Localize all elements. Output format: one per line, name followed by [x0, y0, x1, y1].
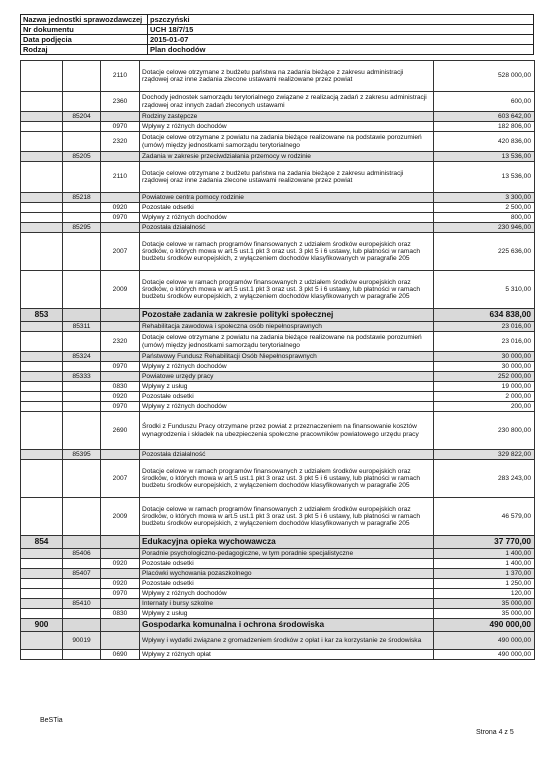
paragraph-code: [101, 632, 140, 650]
chapter-row: [21, 619, 535, 632]
chapter-row: [21, 309, 535, 322]
header-row: [21, 45, 534, 55]
header-label: Data podjęcia: [21, 35, 148, 45]
item-amount: 5 310,00: [434, 271, 535, 309]
section-row: [21, 599, 535, 609]
paragraph-row: [21, 402, 535, 412]
chapter-row: [21, 536, 535, 549]
paragraph-code: 0970: [101, 589, 140, 599]
section-code: [63, 412, 101, 450]
section-code: [63, 203, 101, 213]
item-amount: 1 370,00: [434, 569, 535, 579]
item-amount: 3 300,00: [434, 193, 535, 203]
header-row: [21, 35, 534, 45]
section-row: [21, 152, 535, 162]
paragraph-code: 2320: [101, 332, 140, 352]
paragraph-code: [101, 223, 140, 233]
paragraph-code: 2009: [101, 271, 140, 309]
chapter-code: [21, 61, 63, 92]
paragraph-row: [21, 233, 535, 271]
chapter-code: 853: [21, 309, 63, 322]
item-description: Dotacje celowe otrzymane z powiatu na zadania bieżące realizowane na podstawie porozumień (umów) między jednostkami samorządu terytorialnego: [140, 132, 434, 152]
paragraph-code: [101, 193, 140, 203]
item-description: Internaty i bursy szkolne: [140, 599, 434, 609]
chapter-code: [21, 132, 63, 152]
item-description: Powiatowe centra pomocy rodzinie: [140, 193, 434, 203]
item-description: Pozostałe odsetki: [140, 579, 434, 589]
item-amount: 23 016,00: [434, 332, 535, 352]
item-description: Dotacje celowe w ramach programów finansowanych z udziałem środków europejskich oraz środków, o których mowa w art.5 ust.1 pkt 3 oraz ust. 3 pkt 5 i 6 ustawy, lub płatności w ramach budżetu środków europejskich, z wyłączeniem dochodów klasyfikowanych w paragrafie 205: [140, 460, 434, 498]
paragraph-code: 2009: [101, 498, 140, 536]
revenue-plan-table: [20, 60, 535, 660]
footer-software-label: BeSTia: [40, 717, 63, 724]
section-code: 85333: [63, 372, 101, 382]
item-description: Wpływy z różnych dochodów: [140, 122, 434, 132]
section-code: 90019: [63, 632, 101, 650]
paragraph-row: [21, 392, 535, 402]
header-row: [21, 25, 534, 35]
chapter-code: [21, 112, 63, 122]
paragraph-row: [21, 213, 535, 223]
chapter-code: [21, 549, 63, 559]
section-code: [63, 460, 101, 498]
item-amount: 30 000,00: [434, 362, 535, 372]
paragraph-code: 2110: [101, 162, 140, 193]
item-amount: 35 000,00: [434, 599, 535, 609]
paragraph-code: 0970: [101, 213, 140, 223]
chapter-code: [21, 559, 63, 569]
paragraph-code: 0970: [101, 122, 140, 132]
item-amount: 120,00: [434, 589, 535, 599]
section-row: [21, 352, 535, 362]
header-row: [21, 15, 534, 25]
item-amount: 490 000,00: [434, 650, 535, 660]
section-code: [63, 92, 101, 112]
section-code: [63, 589, 101, 599]
item-amount: 252 000,00: [434, 372, 535, 382]
header-label: Rodzaj: [21, 45, 148, 55]
section-code: [63, 309, 101, 322]
item-amount: 46 579,00: [434, 498, 535, 536]
paragraph-code: [101, 536, 140, 549]
section-code: [63, 122, 101, 132]
chapter-code: [21, 402, 63, 412]
item-description: Wpływy i wydatki związane z gromadzeniem środków z opłat i kar za korzystanie ze środowiska: [140, 632, 434, 650]
item-amount: 634 838,00: [434, 309, 535, 322]
item-description: Pozostała działalność: [140, 223, 434, 233]
paragraph-row: [21, 61, 535, 92]
chapter-code: [21, 223, 63, 233]
chapter-code: [21, 450, 63, 460]
paragraph-code: [101, 309, 140, 322]
paragraph-code: 2320: [101, 132, 140, 152]
paragraph-code: 0970: [101, 362, 140, 372]
item-description: Rehabilitacja zawodowa i społeczna osób niepełnosprawnych: [140, 322, 434, 332]
paragraph-code: [101, 112, 140, 122]
section-code: 85218: [63, 193, 101, 203]
item-amount: 420 836,00: [434, 132, 535, 152]
header-value: pszczyński: [148, 15, 534, 25]
chapter-code: [21, 589, 63, 599]
chapter-code: [21, 372, 63, 382]
chapter-code: [21, 271, 63, 309]
item-description: Wpływy z różnych dochodów: [140, 362, 434, 372]
section-code: 85395: [63, 450, 101, 460]
section-code: [63, 132, 101, 152]
item-amount: 182 806,00: [434, 122, 535, 132]
chapter-code: [21, 152, 63, 162]
item-amount: 2 000,00: [434, 392, 535, 402]
item-amount: 30 000,00: [434, 352, 535, 362]
chapter-code: 900: [21, 619, 63, 632]
item-description: Wpływy z różnych dochodów: [140, 402, 434, 412]
section-code: [63, 362, 101, 372]
paragraph-row: [21, 609, 535, 619]
item-description: Edukacyjna opieka wychowawcza: [140, 536, 434, 549]
item-description: Dotacje celowe otrzymane z powiatu na zadania bieżące realizowane na podstawie porozumień (umów) między jednostkami samorządu terytorialnego: [140, 332, 434, 352]
section-code: [63, 392, 101, 402]
item-description: Pozostałe odsetki: [140, 559, 434, 569]
paragraph-row: [21, 362, 535, 372]
header-label: Nr dokumentu: [21, 25, 148, 35]
section-code: [63, 536, 101, 549]
item-description: Wpływy z różnych dochodów: [140, 589, 434, 599]
chapter-code: [21, 362, 63, 372]
section-row: [21, 549, 535, 559]
section-row: [21, 223, 535, 233]
paragraph-code: 0830: [101, 609, 140, 619]
paragraph-code: [101, 599, 140, 609]
item-amount: 490 000,00: [434, 619, 535, 632]
section-code: [63, 650, 101, 660]
item-description: Rodziny zastępcze: [140, 112, 434, 122]
section-row: [21, 372, 535, 382]
paragraph-row: [21, 332, 535, 352]
section-code: [63, 332, 101, 352]
item-amount: 13 536,00: [434, 162, 535, 193]
paragraph-code: [101, 569, 140, 579]
chapter-code: [21, 233, 63, 271]
item-amount: 230 946,00: [434, 223, 535, 233]
item-description: Zadania w zakresie przeciwdziałania przemocy w rodzinie: [140, 152, 434, 162]
item-description: Dotacje celowe otrzymane z budżetu państwa na zadania bieżące z zakresu administracji rządowej oraz inne zadania zlecone ustawami realizowane przez powiat: [140, 61, 434, 92]
header-table: [20, 14, 534, 55]
paragraph-code: 2360: [101, 92, 140, 112]
paragraph-row: [21, 412, 535, 450]
item-amount: 283 243,00: [434, 460, 535, 498]
section-row: [21, 193, 535, 203]
item-amount: 23 016,00: [434, 322, 535, 332]
item-amount: 200,00: [434, 402, 535, 412]
item-description: Państwowy Fundusz Rehabilitacji Osób Niepełnosprawnych: [140, 352, 434, 362]
item-description: Wpływy z usług: [140, 382, 434, 392]
paragraph-row: [21, 203, 535, 213]
item-description: Wpływy z różnych dochodów: [140, 213, 434, 223]
section-code: [63, 382, 101, 392]
paragraph-code: [101, 372, 140, 382]
paragraph-row: [21, 271, 535, 309]
item-amount: 2 500,00: [434, 203, 535, 213]
item-amount: 1 400,00: [434, 559, 535, 569]
chapter-code: [21, 92, 63, 112]
chapter-code: [21, 412, 63, 450]
paragraph-code: 2007: [101, 460, 140, 498]
paragraph-code: 0830: [101, 382, 140, 392]
section-code: 85205: [63, 152, 101, 162]
item-description: Dotacje celowe otrzymane z budżetu państwa na zadania bieżące z zakresu administracji rządowej oraz inne zadania zlecone ustawami realizowane przez powiat: [140, 162, 434, 193]
item-amount: 37 770,00: [434, 536, 535, 549]
item-description: Dochody jednostek samorządu terytorialnego związane z realizacją zadań z zakresu administracji rządowej oraz innych zadań zleconych ustawami: [140, 92, 434, 112]
item-description: Środki z Funduszu Pracy otrzymane przez powiat z przeznaczeniem na finansowanie kosztów wynagrodzenia i składek na ubezpieczenia społeczne pracowników powiatowego urzędu pracy: [140, 412, 434, 450]
item-amount: 490 000,00: [434, 632, 535, 650]
item-amount: 1 250,00: [434, 579, 535, 589]
section-row: [21, 112, 535, 122]
chapter-code: [21, 213, 63, 223]
section-code: 85311: [63, 322, 101, 332]
chapter-code: [21, 632, 63, 650]
section-code: [63, 559, 101, 569]
chapter-code: [21, 650, 63, 660]
paragraph-code: 2007: [101, 233, 140, 271]
item-amount: 1 400,00: [434, 549, 535, 559]
header-value: 2015-01-07: [148, 35, 534, 45]
section-row: [21, 569, 535, 579]
section-row: [21, 450, 535, 460]
chapter-code: [21, 498, 63, 536]
paragraph-code: 0920: [101, 559, 140, 569]
item-description: Gospodarka komunalna i ochrona środowiska: [140, 619, 434, 632]
paragraph-row: [21, 132, 535, 152]
chapter-code: [21, 322, 63, 332]
paragraph-code: [101, 619, 140, 632]
item-description: Pozostałe zadania w zakresie polityki społecznej: [140, 309, 434, 322]
paragraph-code: 0920: [101, 392, 140, 402]
paragraph-code: 0690: [101, 650, 140, 660]
item-amount: 600,00: [434, 92, 535, 112]
section-code: [63, 213, 101, 223]
chapter-code: [21, 460, 63, 498]
section-code: [63, 402, 101, 412]
paragraph-row: [21, 92, 535, 112]
paragraph-row: [21, 589, 535, 599]
chapter-code: [21, 332, 63, 352]
section-code: [63, 609, 101, 619]
item-description: Powiatowe urzędy pracy: [140, 372, 434, 382]
paragraph-row: [21, 498, 535, 536]
chapter-code: [21, 203, 63, 213]
item-description: Placówki wychowania pozaszkolnego: [140, 569, 434, 579]
header-value: Plan dochodów: [148, 45, 534, 55]
footer-page-number: Strona 4 z 5: [476, 729, 514, 736]
chapter-code: [21, 352, 63, 362]
paragraph-code: [101, 152, 140, 162]
item-amount: 13 536,00: [434, 152, 535, 162]
item-amount: 19 000,00: [434, 382, 535, 392]
item-description: Pozostała działalność: [140, 450, 434, 460]
item-amount: 800,00: [434, 213, 535, 223]
paragraph-code: 0920: [101, 579, 140, 589]
paragraph-row: [21, 579, 535, 589]
section-code: [63, 498, 101, 536]
item-amount: 603 642,00: [434, 112, 535, 122]
item-amount: 329 822,00: [434, 450, 535, 460]
section-row: [21, 632, 535, 650]
item-description: Pozostałe odsetki: [140, 392, 434, 402]
paragraph-row: [21, 559, 535, 569]
item-description: Wpływy z usług: [140, 609, 434, 619]
chapter-code: [21, 579, 63, 589]
chapter-code: [21, 609, 63, 619]
section-code: [63, 233, 101, 271]
section-code: [63, 61, 101, 92]
paragraph-code: [101, 450, 140, 460]
section-code: 85295: [63, 223, 101, 233]
chapter-code: [21, 162, 63, 193]
item-amount: 35 000,00: [434, 609, 535, 619]
paragraph-row: [21, 122, 535, 132]
item-amount: 230 800,00: [434, 412, 535, 450]
section-code: [63, 271, 101, 309]
paragraph-row: [21, 382, 535, 392]
chapter-code: [21, 569, 63, 579]
item-description: Dotacje celowe w ramach programów finansowanych z udziałem środków europejskich oraz środków, o których mowa w art.5 ust.1 pkt 3 oraz ust. 3 pkt 5 i 6 ustawy, lub płatności w ramach budżetu środków europejskich, z wyłączeniem dochodów klasyfikowanych w paragrafie 205: [140, 271, 434, 309]
paragraph-code: [101, 322, 140, 332]
item-amount: 225 636,00: [434, 233, 535, 271]
chapter-code: [21, 193, 63, 203]
chapter-code: [21, 122, 63, 132]
section-code: 85204: [63, 112, 101, 122]
section-code: [63, 619, 101, 632]
section-code: [63, 579, 101, 589]
item-description: Dotacje celowe w ramach programów finansowanych z udziałem środków europejskich oraz środków, o których mowa w art.5 ust.1 pkt 3 oraz ust. 3 pkt 5 i 6 ustawy, lub płatności w ramach budżetu środków europejskich, z wyłączeniem dochodów klasyfikowanych w paragrafie 205: [140, 233, 434, 271]
chapter-code: [21, 382, 63, 392]
section-code: 85410: [63, 599, 101, 609]
section-code: 85406: [63, 549, 101, 559]
paragraph-code: 2690: [101, 412, 140, 450]
section-code: 85407: [63, 569, 101, 579]
item-amount: 528 000,00: [434, 61, 535, 92]
section-code: 85324: [63, 352, 101, 362]
section-code: [63, 162, 101, 193]
paragraph-code: 0920: [101, 203, 140, 213]
paragraph-code: 0970: [101, 402, 140, 412]
item-description: Wpływy z różnych opłat: [140, 650, 434, 660]
chapter-code: [21, 392, 63, 402]
paragraph-row: [21, 162, 535, 193]
header-value: UCH 18/7/15: [148, 25, 534, 35]
chapter-code: 854: [21, 536, 63, 549]
item-description: Poradnie psychologiczno-pedagogiczne, w tym poradnie specjalistyczne: [140, 549, 434, 559]
item-description: Pozostałe odsetki: [140, 203, 434, 213]
paragraph-row: [21, 650, 535, 660]
header-label: Nazwa jednostki sprawozdawczej: [21, 15, 148, 25]
section-row: [21, 322, 535, 332]
paragraph-row: [21, 460, 535, 498]
paragraph-code: [101, 352, 140, 362]
item-description: Dotacje celowe w ramach programów finansowanych z udziałem środków europejskich oraz środków, o których mowa w art.5 ust.1 pkt 3 oraz ust. 3 pkt 5 i 6 ustawy, lub płatności w ramach budżetu środków europejskich, z wyłączeniem dochodów klasyfikowanych w paragrafie 205: [140, 498, 434, 536]
chapter-code: [21, 599, 63, 609]
paragraph-code: 2110: [101, 61, 140, 92]
paragraph-code: [101, 549, 140, 559]
